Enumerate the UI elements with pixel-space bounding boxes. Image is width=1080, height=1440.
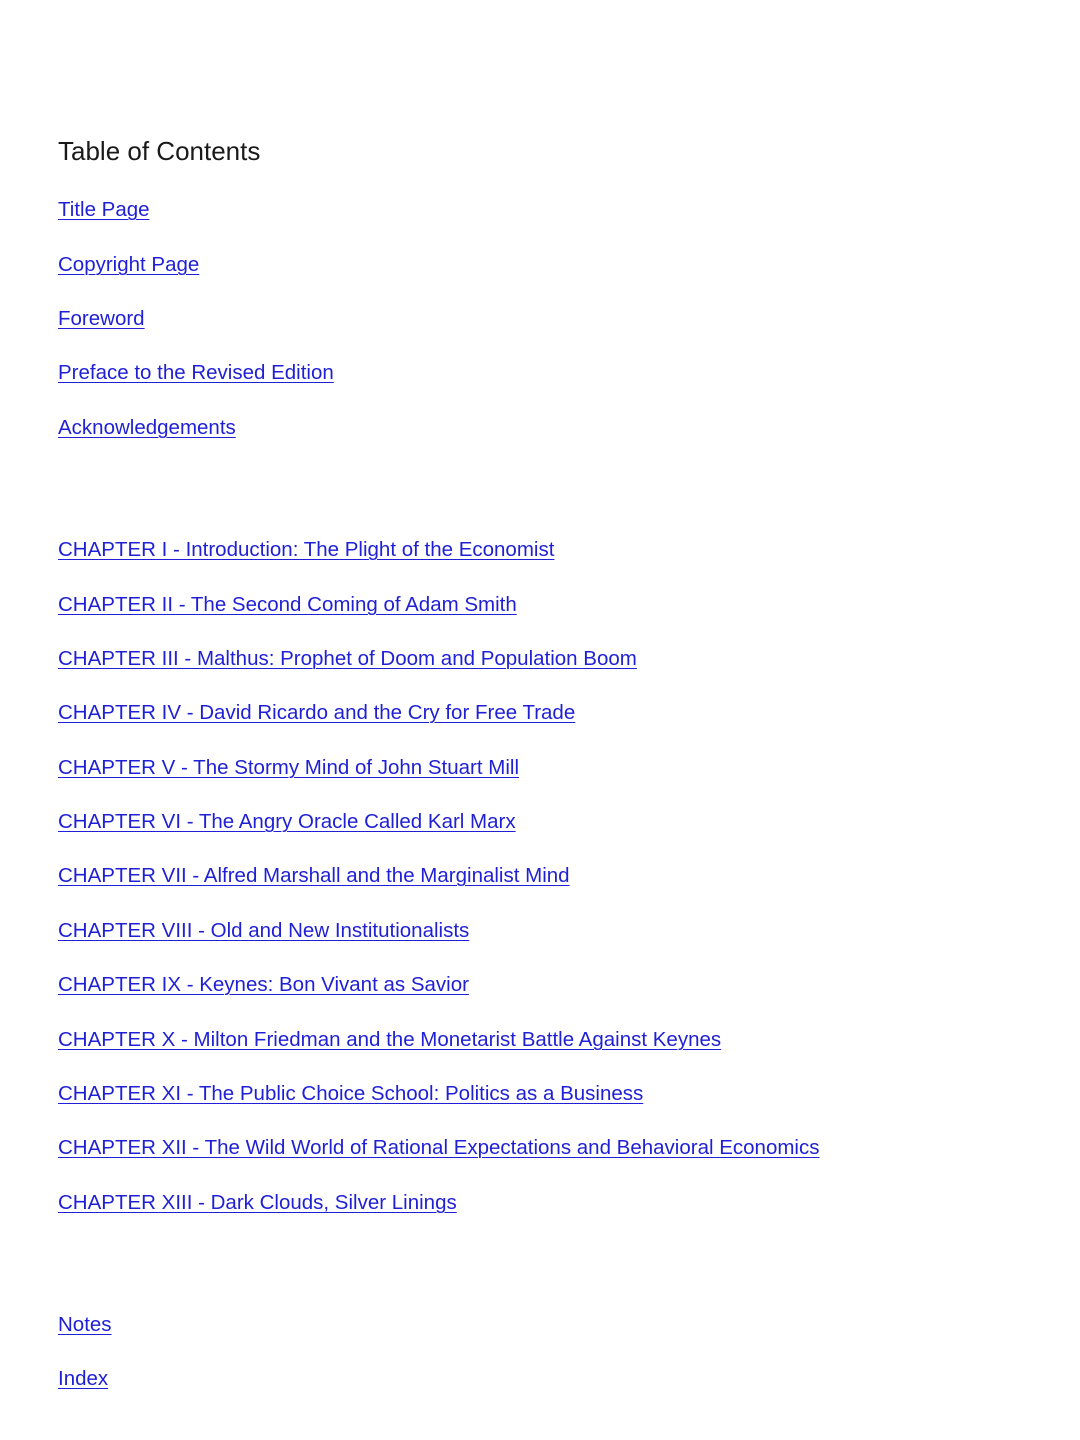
toc-link-chapter-13[interactable]: CHAPTER XIII - Dark Clouds, Silver Linings — [58, 1191, 457, 1214]
toc-link-chapter-1[interactable]: CHAPTER I - Introduction: The Plight of the Economist — [58, 538, 555, 561]
toc-link-chapter-4[interactable]: CHAPTER IV - David Ricardo and the Cry for Free Trade — [58, 701, 576, 724]
toc-link-chapter-2[interactable]: CHAPTER II - The Second Coming of Adam Smith — [58, 593, 517, 616]
toc-link-chapter-10[interactable]: CHAPTER X - Milton Friedman and the Monetarist Battle Against Keynes — [58, 1028, 722, 1051]
toc-link-chapter-6[interactable]: CHAPTER VI - The Angry Oracle Called Karl Marx — [58, 810, 516, 833]
toc-link-chapter-11[interactable]: CHAPTER XI - The Public Choice School: Politics as a Business — [58, 1082, 644, 1105]
toc-link-chapter-12[interactable]: CHAPTER XII - The Wild World of Rational Expectations and Behavioral Economics — [58, 1136, 820, 1159]
toc-link-acknowledgements[interactable]: Acknowledgements — [58, 416, 236, 439]
toc-link-foreword[interactable]: Foreword — [58, 307, 145, 330]
toc-link-preface[interactable]: Preface to the Revised Edition — [58, 361, 334, 384]
toc-link-chapter-7[interactable]: CHAPTER VII - Alfred Marshall and the Marginalist Mind — [58, 864, 570, 887]
toc-link-chapter-9[interactable]: CHAPTER IX - Keynes: Bon Vivant as Savior — [58, 973, 469, 996]
toc-link-copyright-page[interactable]: Copyright Page — [58, 253, 200, 276]
toc-link-chapter-8[interactable]: CHAPTER VIII - Old and New Institutionalists — [58, 919, 470, 942]
toc-link-title-page[interactable]: Title Page — [58, 198, 150, 221]
toc-link-chapter-3[interactable]: CHAPTER III - Malthus: Prophet of Doom and Population Boom — [58, 647, 637, 670]
toc-link-notes[interactable]: Notes — [58, 1313, 112, 1336]
toc-title: Table of Contents — [58, 136, 261, 166]
toc-link-chapter-5[interactable]: CHAPTER V - The Stormy Mind of John Stuart Mill — [58, 756, 520, 779]
toc-link-index[interactable]: Index — [58, 1367, 109, 1390]
